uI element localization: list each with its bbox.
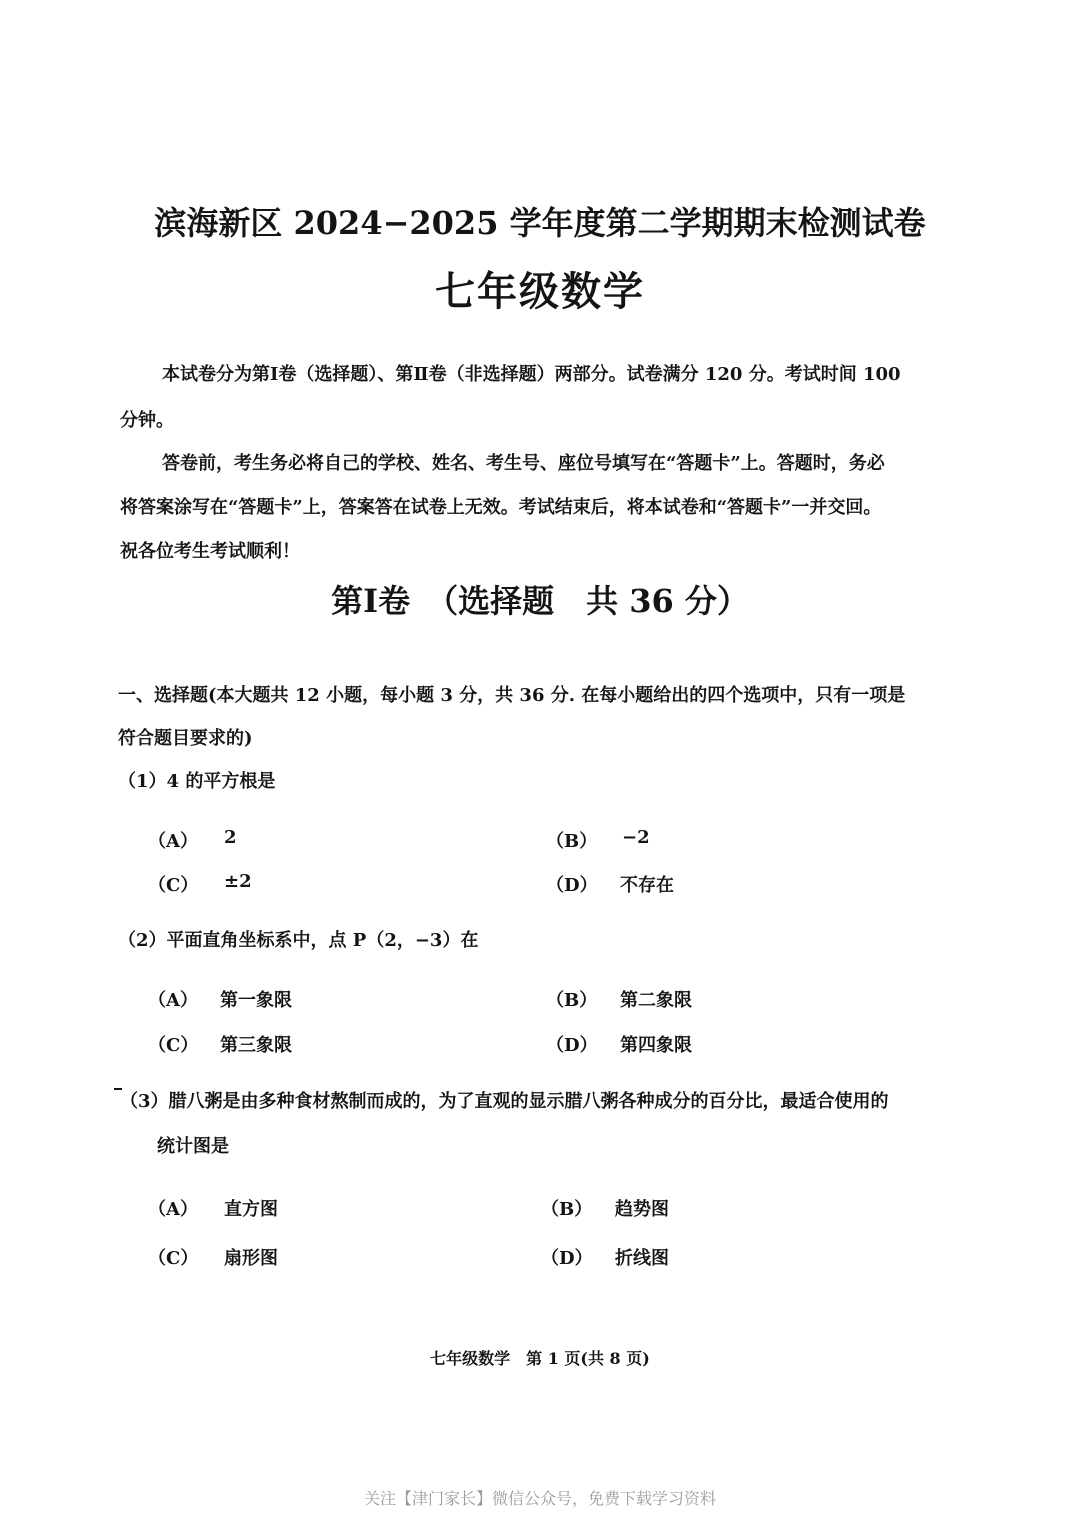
instruction-line-5: 祝各位考生考试顺利！ xyxy=(120,541,300,562)
q1-option-b-letter: （B） xyxy=(546,831,598,852)
q1-option-c-text: ±2 xyxy=(224,871,252,892)
watermark-text: 关注【津门家长】微信公众号，免费下载学习资料 xyxy=(363,1489,716,1508)
q3-option-b-letter: （B） xyxy=(541,1199,593,1220)
q1-option-d-text: 不存在 xyxy=(620,875,674,896)
q2-option-c-text: 第三象限 xyxy=(220,1035,292,1056)
instruction-line-1: 本试卷分为第Ⅰ卷（选择题）、第Ⅱ卷（非选择题）两部分。试卷满分 120 分。考试时间 100 xyxy=(162,364,901,385)
q3-option-a-text: 直方图 xyxy=(224,1199,278,1220)
section-heading-line-2: 符合题目要求的) xyxy=(118,728,253,749)
q3-option-b-text: 趋势图 xyxy=(615,1199,669,1220)
page-footer: 七年级数学 第 1 页(共 8 页) xyxy=(430,1349,650,1368)
question-3-stem: （3）腊八粥是由多种食材熬制而成的，为了直观的显示腊八粥各种成分的百分比，最适合使用的 xyxy=(120,1091,889,1112)
question-3-stem-line-2: 统计图是 xyxy=(157,1136,229,1157)
instruction-line-3: 答卷前，考生务必将自己的学校、姓名、考生号、座位号填写在“答题卡”上。答题时，务必 xyxy=(162,453,885,474)
q3-option-d-letter: （D） xyxy=(541,1248,593,1269)
q1-option-a-letter: （A） xyxy=(148,831,198,852)
question-2-stem: （2）平面直角坐标系中，点 P（2，−3）在 xyxy=(118,930,479,951)
q1-option-c-letter: （C） xyxy=(148,875,199,896)
q2-option-c-letter: （C） xyxy=(148,1035,199,1056)
exam-subtitle: 七年级数学 xyxy=(435,268,645,315)
q3-option-a-letter: （A） xyxy=(148,1199,198,1220)
q3-option-c-letter: （C） xyxy=(148,1248,199,1269)
q2-option-b-text: 第二象限 xyxy=(620,990,692,1011)
q1-option-a-text: 2 xyxy=(224,827,237,848)
q2-option-a-text: 第一象限 xyxy=(220,990,292,1011)
q2-option-a-letter: （A） xyxy=(148,990,198,1011)
section-heading-line-1: 一、选择题(本大题共 12 小题，每小题 3 分，共 36 分. 在每小题给出的四个选项中，只有一项是 xyxy=(118,685,906,706)
q1-option-b-text: −2 xyxy=(622,827,650,848)
exam-title: 滨海新区 2024−2025 学年度第二学期期末检测试卷 xyxy=(154,204,926,242)
q1-option-d-letter: （D） xyxy=(546,875,598,896)
q2-option-d-text: 第四象限 xyxy=(620,1035,692,1056)
instruction-line-4: 将答案涂写在“答题卡”上，答案答在试卷上无效。考试结束后，将本试卷和“答题卡”一并交回。 xyxy=(120,497,882,518)
q2-option-d-letter: （D） xyxy=(546,1035,598,1056)
section-title: 第Ⅰ卷 （选择题 共 36 分） xyxy=(331,582,749,620)
q3-option-c-text: 扇形图 xyxy=(224,1248,278,1269)
instruction-line-2: 分钟。 xyxy=(120,410,174,431)
q3-option-d-text: 折线图 xyxy=(615,1248,669,1269)
question-1-stem: （1）4 的平方根是 xyxy=(118,771,276,792)
q2-option-b-letter: （B） xyxy=(546,990,598,1011)
